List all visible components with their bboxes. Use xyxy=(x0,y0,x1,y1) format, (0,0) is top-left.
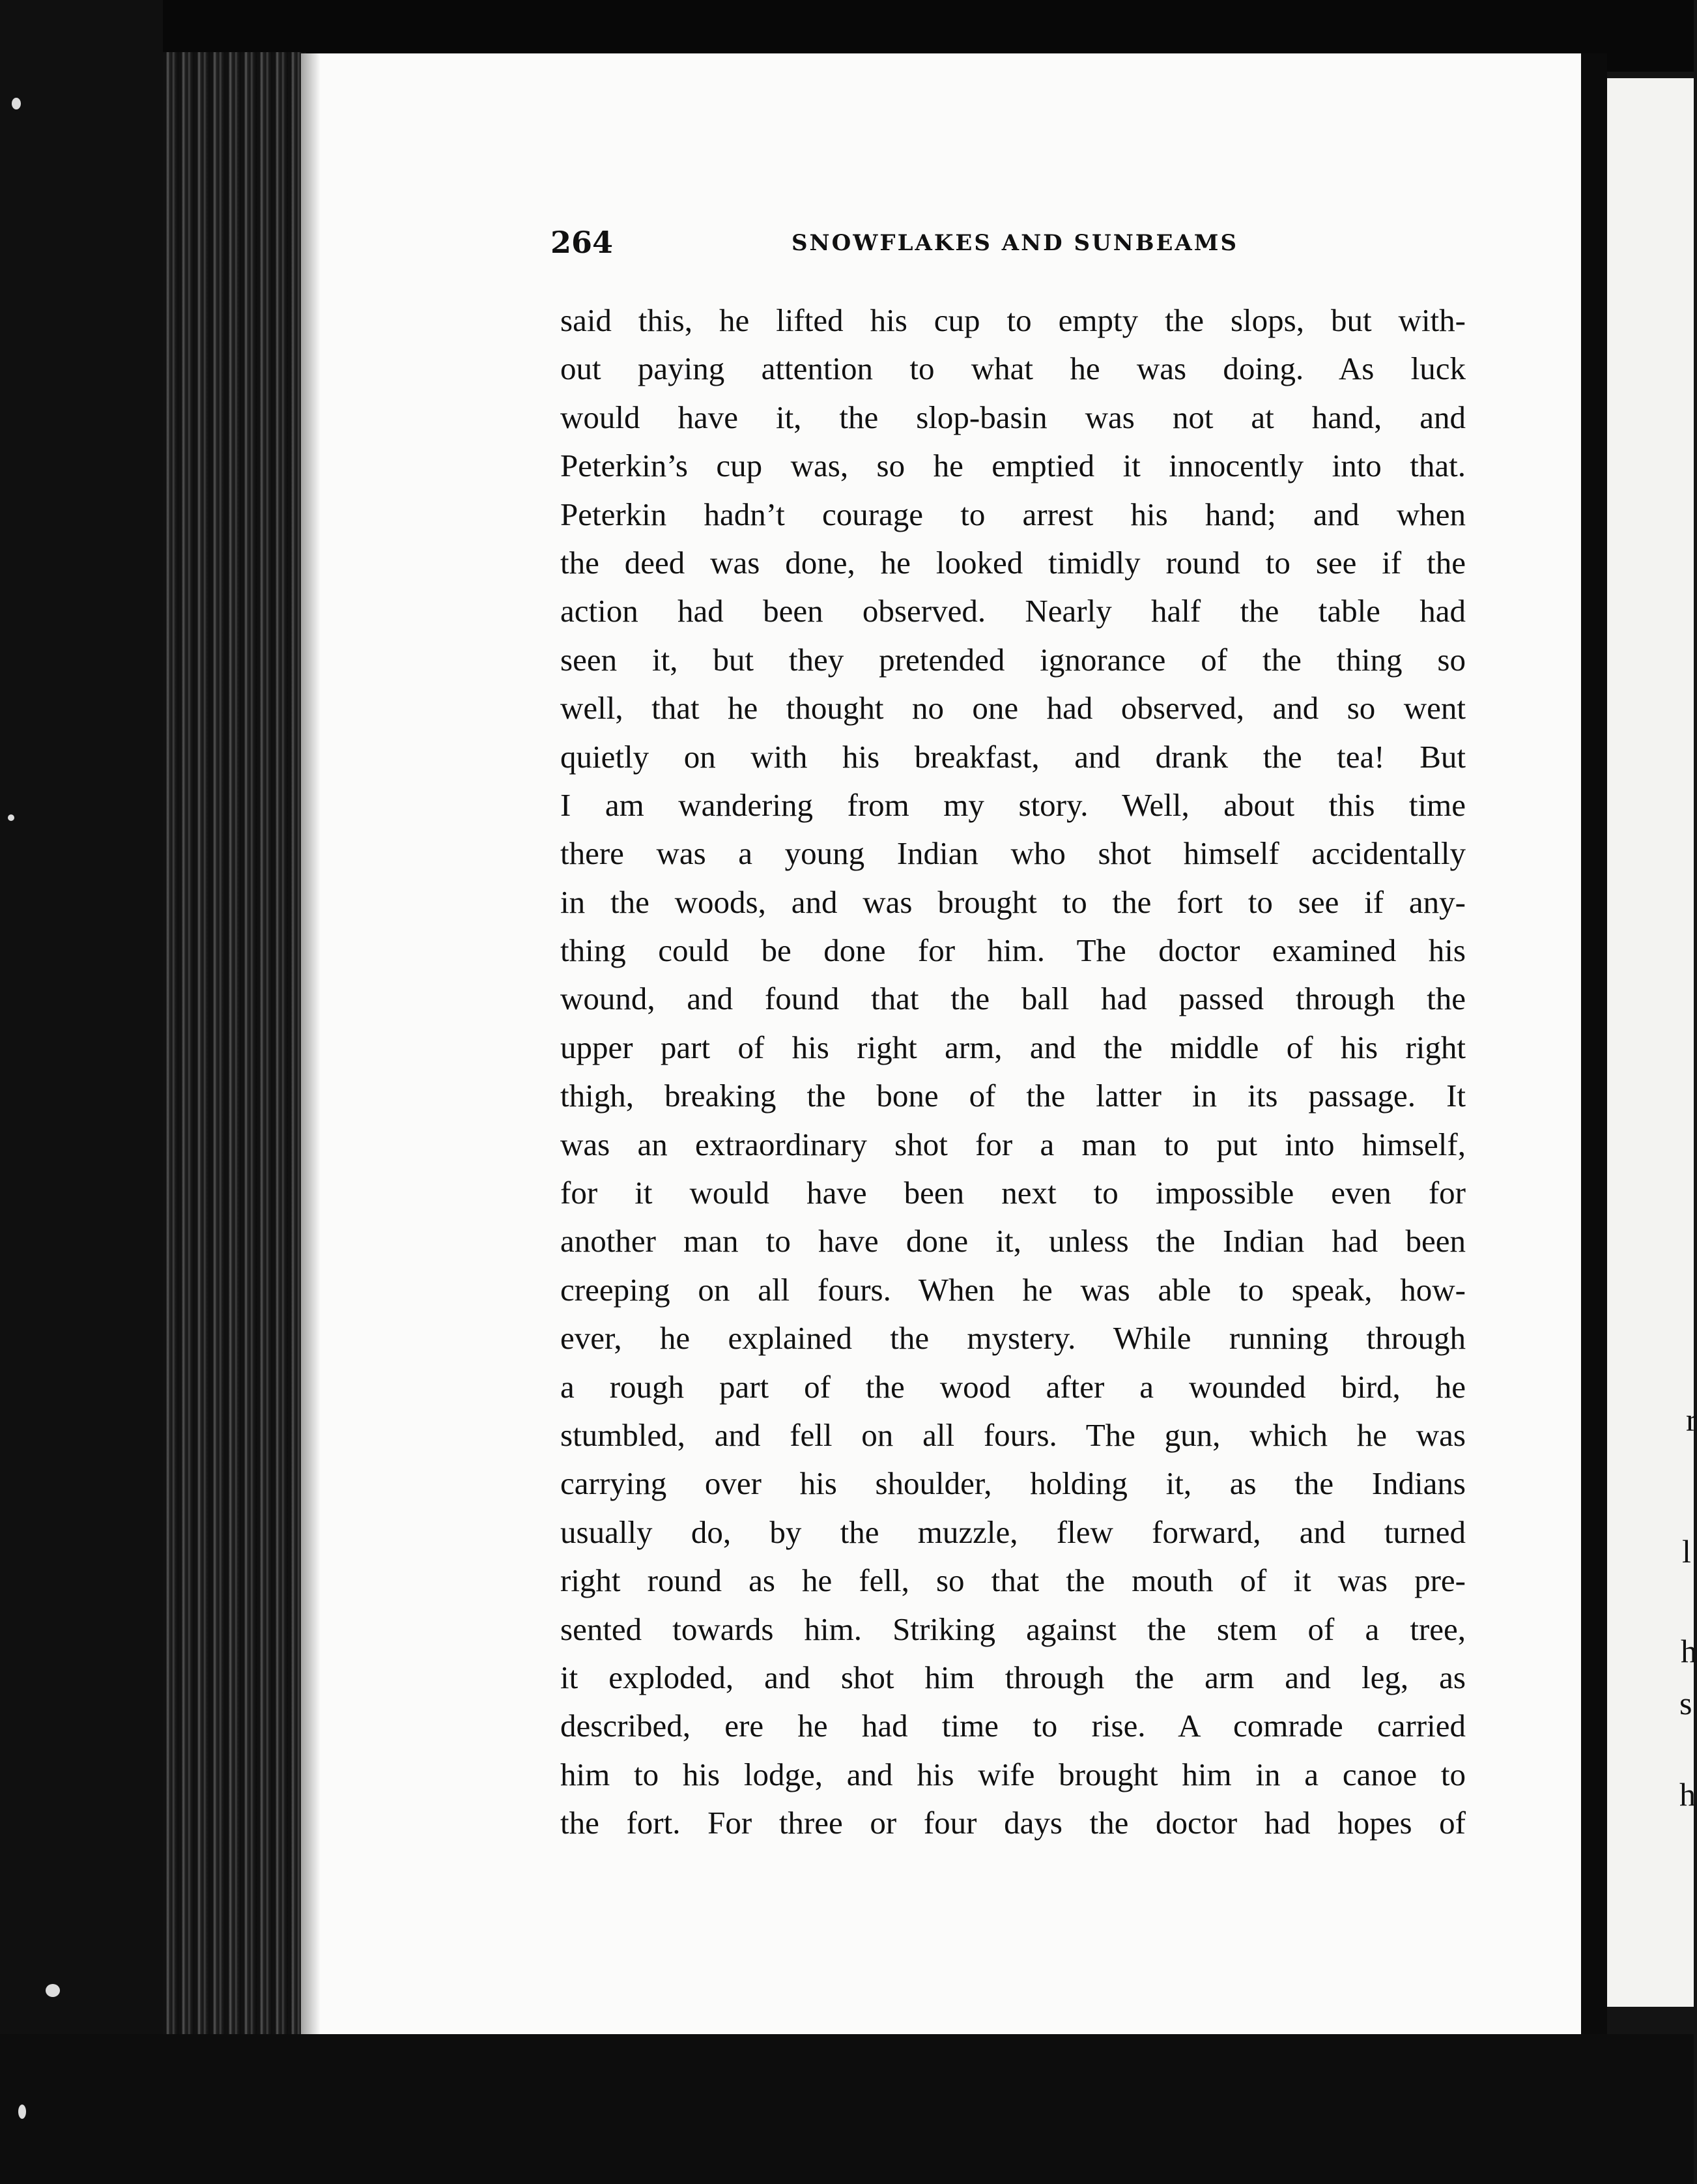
facing-page-fragment: h xyxy=(1679,1776,1696,1813)
text-line: creeping on all fours. When he was able to speak, how- xyxy=(560,1271,1466,1308)
text-line: him to his lodge, and his wife brought him in a canoe to xyxy=(560,1756,1466,1792)
text-line: sented towards him. Striking against the stem of a tree, xyxy=(560,1611,1466,1647)
text-line: was an extraordinary shot for a man to put into himself, xyxy=(560,1126,1466,1162)
scan-left-background xyxy=(0,0,163,2184)
dust-speck xyxy=(12,98,21,109)
text-line: seen it, but they pretended ignorance of the thing so xyxy=(560,641,1466,678)
text-line: upper part of his right arm, and the middle of his right xyxy=(560,1029,1466,1065)
facing-page-fragment: s xyxy=(1679,1685,1692,1721)
facing-page-fragment: r xyxy=(1686,1401,1697,1438)
text-line: action had been observed. Nearly half the table had xyxy=(560,593,1466,629)
dust-speck xyxy=(46,1984,60,1997)
text-line: in the woods, and was brought to the fort to see if any- xyxy=(560,884,1466,920)
text-line: thigh, breaking the bone of the latter in its passage. It xyxy=(560,1078,1466,1114)
page-gap xyxy=(1581,53,1607,2034)
text-line: described, ere he had time to rise. A comrade carried xyxy=(560,1708,1466,1744)
text-line: Peterkin hadn’t courage to arrest his hand; and when xyxy=(560,496,1466,532)
facing-page-fragment: h xyxy=(1681,1633,1697,1669)
gutter-shadow xyxy=(301,53,321,2034)
text-line: I am wandering from my story. Well, about this time xyxy=(560,786,1466,823)
text-line: there was a young Indian who shot himself accidentally xyxy=(560,835,1466,872)
page-number: 264 xyxy=(550,225,614,260)
facing-page-fragment: l xyxy=(1682,1533,1691,1570)
text-line: carrying over his shoulder, holding it, as the Indians xyxy=(560,1465,1466,1502)
text-line: stumbled, and fell on all fours. The gun, which he was xyxy=(560,1416,1466,1453)
text-line: Peterkin’s cup was, so he emptied it innocently into that. xyxy=(560,448,1466,484)
text-line: the deed was done, he looked timidly round to see if the xyxy=(560,544,1466,581)
dust-speck xyxy=(8,814,14,821)
text-line: thing could be done for him. The doctor examined his xyxy=(560,932,1466,969)
text-line: quietly on with his breakfast, and drank the tea! But xyxy=(560,738,1466,775)
running-head xyxy=(550,225,1462,264)
dust-speck xyxy=(18,2105,26,2119)
text-line: a rough part of the wood after a wounded bird, he xyxy=(560,1368,1466,1405)
text-line: for it would have been next to impossible even for xyxy=(560,1175,1466,1211)
text-line: another man to have done it, unless the Indian had been xyxy=(560,1223,1466,1259)
text-line: it exploded, and shot him through the arm and leg, as xyxy=(560,1659,1466,1695)
text-line: said this, he lifted his cup to empty the slops, but with- xyxy=(560,302,1466,338)
text-line: wound, and found that the ball had passed through the xyxy=(560,981,1466,1017)
text-line: would have it, the slop-basin was not at hand, and xyxy=(560,399,1466,435)
text-line: right round as he fell, so that the mouth of it was pre- xyxy=(560,1562,1466,1599)
text-line: usually do, by the muzzle, flew forward, and turned xyxy=(560,1514,1466,1550)
text-line: ever, he explained the mystery. While running through xyxy=(560,1320,1466,1357)
text-line: out paying attention to what he was doing. As luck xyxy=(560,351,1466,387)
running-title: SNOWFLAKES AND SUNBEAMS xyxy=(791,230,1238,256)
scan-bottom-background xyxy=(0,2034,1694,2184)
body-text xyxy=(560,296,1466,1848)
text-line: well, that he thought no one had observed, and so went xyxy=(560,690,1466,726)
text-line: the fort. For three or four days the doctor had hopes of xyxy=(560,1805,1466,1841)
book-page-edges xyxy=(163,52,306,2046)
